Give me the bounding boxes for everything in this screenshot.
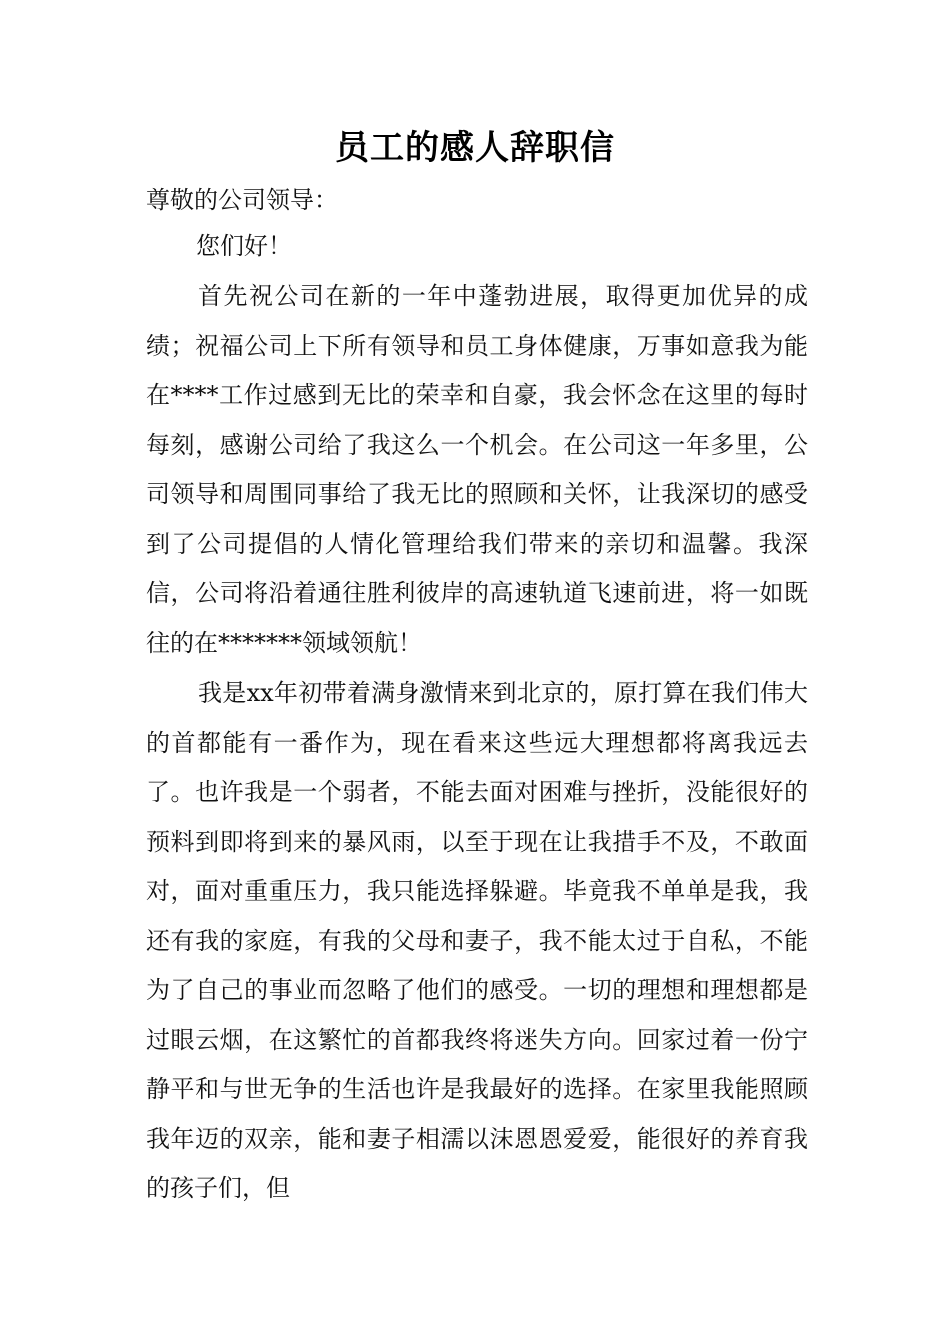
greeting: 您们好！ bbox=[196, 232, 292, 260]
document-title: 员工的感人辞职信 bbox=[335, 128, 615, 168]
salutation: 尊敬的公司领导： bbox=[146, 186, 338, 214]
paragraph-2: 我是xx年初带着满身激情来到北京的，原打算在我们伟大的首都能有一番作为，现在看来这些远大理想都将离我远去了。也许我是一个弱者，不能去面对困难与挫折，没能很好的预料到即将到来的暴风雨，以至于现在让我措手不及，不敢面对，面对重重压力，我只能选择躲避。毕竟我不单单是我，我还有我的家庭，有我的父母和妻子，我不能太过于自私，不能为了自己的事业而忽略了他们的感受。一切的理想和理想都是过眼云烟，在这繁忙的首都我终将迷失方向。回家过着一份宁静平和与世无争的生活也许是我最好的选择。在家里我能照顾我年迈的双亲，能和妻子相濡以沫恩恩爱爱，能很好的养育我的孩子们，但 bbox=[146, 679, 808, 1202]
paragraph-1: 首先祝公司在新的一年中蓬勃进展，取得更加优异的成绩；祝福公司上下所有领导和员工身体健康，万事如意我为能在****工作过感到无比的荣幸和自豪，我会怀念在这里的每时每刻，感谢公司给了我这么一个机会。在公司这一年多里，公司领导和周围同事给了我无比的照顾和关怀，让我深切的感受到了公司提倡的人情化管理给我们带来的亲切和温馨。我深信，公司将沿着通往胜利彼岸的高速轨道飞速前进，将一如既往的在*******领域领航！ bbox=[146, 282, 808, 657]
